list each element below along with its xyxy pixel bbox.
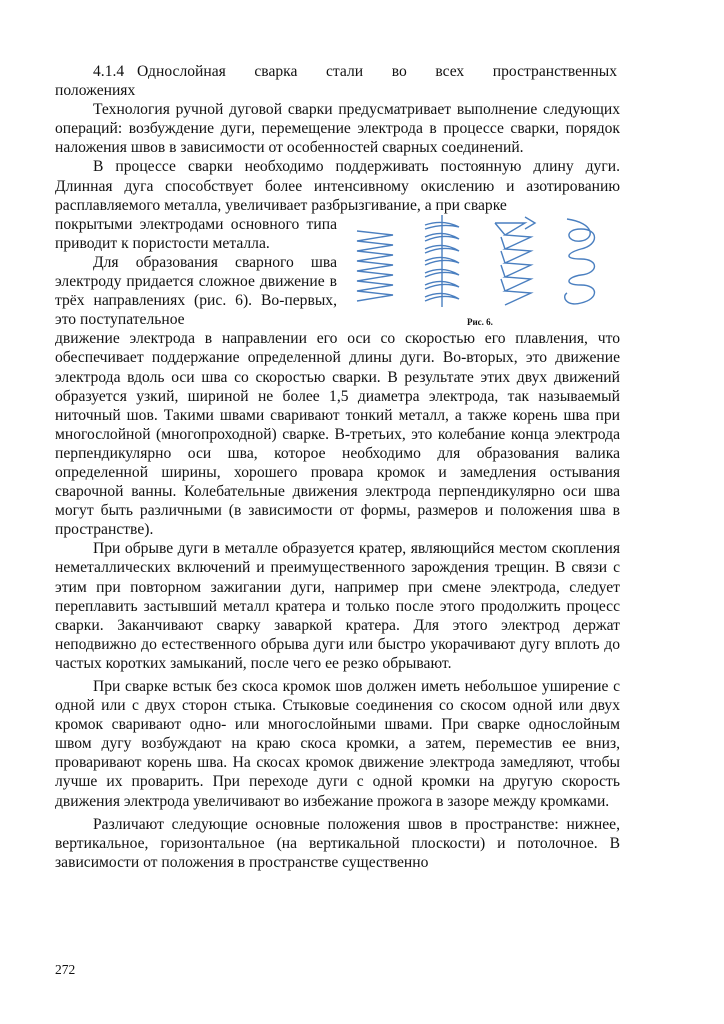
paragraph-2b: покрытыми электродами основного типа приводит к пористости металла. [55,215,337,252]
crescent-pattern-icon [425,215,459,307]
paragraph-2a: В процессе сварки необходимо поддерживать постоянную длину дуги. Длинная дуга способствует более интенсивному окислению и азотированию расплавляемого металла, увеличивает разбрызгивание, а при сварке [55,158,620,214]
zigzag-pattern-icon [357,231,393,301]
section-heading-text [55,62,620,81]
section-title-line2: положениях [55,82,136,100]
figure-caption: Рис. 6. [467,316,493,327]
section-number: 4.1.4 [93,63,125,80]
section-heading [55,62,620,81]
loop-pattern-icon [565,219,595,304]
triangle-pattern-icon [495,217,535,305]
figure-6 [337,215,620,330]
section-title-line1: Однослойная сварка стали во всех пространственных [137,63,617,80]
page-body [55,62,620,872]
text-with-figure [55,215,620,330]
paragraph-3a: Для образования сварного шва электроду придается сложное движение в трёх направлениях (рис. 6). Во-первых, это поступательное [55,253,337,329]
electrode-motion-diagram [355,215,605,311]
paragraph-5: При сварке встык без скоса кромок шов должен иметь небольшое уширение с одной или с двух сторон стыка. Стыковые соединения со скосом одной или двух кромок сваривают одно- или многослойными швами. При сварке однослойным швом дугу возбуждают на краю скоса кромки, а затем, переместив ее вниз, проваривают корень шва. На скосах кромок движение электрода замедляют, чтобы лучше их проварить. При переходе дуги с одной кромки на другую скорость движения электрода увеличивают во избежание прожога в зазоре между кромками. [55,678,620,810]
paragraph-4: При обрыве дуги в металле образуется кратер, являющийся местом скопления неметаллических включений и преимущественного зарождения трещин. В связи с этим при повторном зажигании дуги, например при смене электрода, следует переплавить застывший металл кратера и только после этого продолжить процесс сварки. Заканчивают сварку заваркой кратера. Для этого электрод держат неподвижно до естественного обрыва дуги или быстро укорачивают дугу вплоть до частых коротких замыканий, после чего ее резко обрывают. [55,540,620,672]
paragraph-6: Различают следующие основные положения швов в пространстве: нижнее, вертикальное, горизонтальное (на вертикальной плоскости) и потолочное. В зависимости от положения в пространстве существенно [55,815,620,871]
paragraph-3b: движение электрода в направлении его оси со скоростью его плавления, что обеспечивает поддержание определенной длины дуги. Во-вторых, это движение электрода вдоль оси шва со скоростью сварки. В результате этих двух движений образуется узкий, шириной не более 1,5 диаметра электрода, так называемый ниточный шов. Такими швами сваривают тонкий металл, а также корень шва при многослойной (многопроходной) сварке. В-третьих, это колебание конца электрода перпендикулярно оси шва, которое необходимо для образования валика определенной ширины, хорошего провара кромок и замедления остывания сварочной ванны. Колебательные движения электрода перпендикулярно оси шва могут быть различными (в зависимости от формы, размеров и положения шва в пространстве). [55,330,620,539]
figure-side-text [55,215,337,330]
paragraph-1: Технология ручной дуговой сварки предусматривает выполнение следующих операций: возбуждение дуги, перемещение электрода в процессе сварки, порядок наложения швов в зависимости от особенностей сварных соединений. [55,101,620,157]
page-number: 272 [55,962,76,977]
